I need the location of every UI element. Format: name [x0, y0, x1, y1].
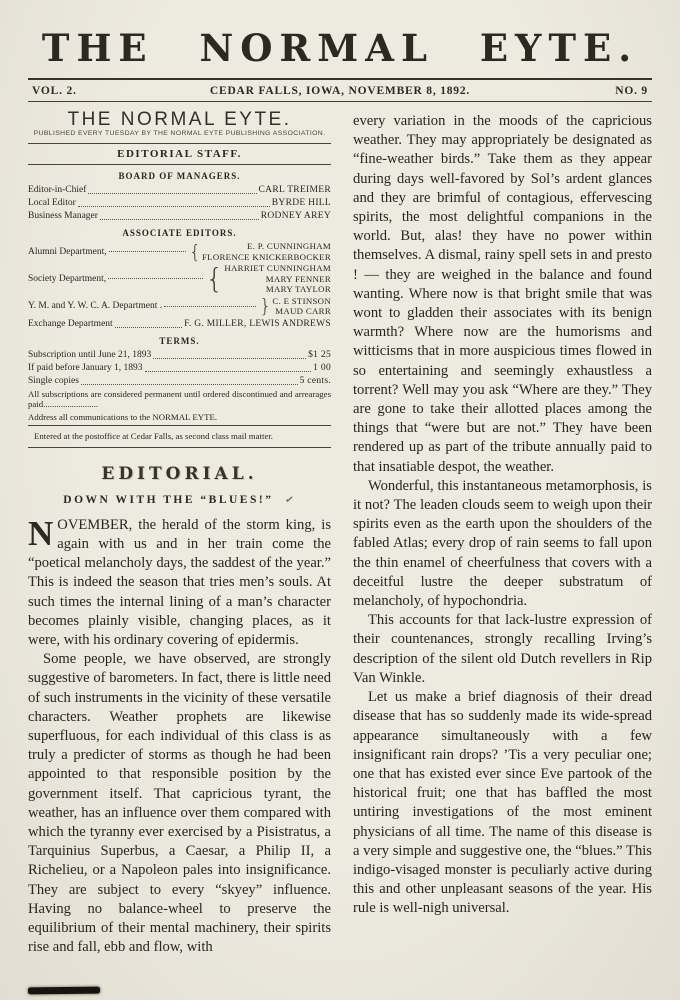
divider — [28, 447, 331, 448]
dot-leader — [100, 219, 259, 220]
terms-entry — [28, 349, 331, 361]
dot-leader — [153, 358, 306, 359]
dateline-text: CEDAR FALLS, IOWA, NOVEMBER 8, 1892. — [209, 85, 471, 97]
dot-leader — [145, 371, 312, 372]
staff-name: HARRIET CUNNINGHAM — [224, 263, 331, 273]
staff-role: Editor-in-Chief — [28, 185, 87, 195]
terms-note: All subscriptions are considered permanent until ordered discontinued and arrearages paid......................... — [28, 388, 331, 410]
editorial-section-heading: EDITORIAL. — [101, 463, 258, 484]
staff-name: MARY FENNER — [265, 273, 331, 284]
terms-label: If paid before January 1, 1893 — [28, 362, 143, 373]
staff-role: Alumni Department, — [28, 246, 107, 257]
pen-mark: ✓ — [284, 493, 297, 507]
left-column — [28, 109, 331, 957]
entered-note: Entered at the postoffice at Cedar Falls, as second class mail matter. — [34, 430, 273, 441]
staff-name: BYRDE HILL — [271, 198, 331, 208]
published-line: PUBLISHED EVERY TUESDAY BY THE NORMAL EYTE PUBLISHING ASSOCIATION. — [33, 130, 326, 137]
dot-leader — [78, 206, 270, 207]
issue-number: NO. 9 — [615, 85, 648, 97]
terms-value: $1 25 — [308, 349, 331, 360]
staff-role: Society Department, — [28, 273, 107, 284]
right-column — [353, 112, 652, 957]
dot-leader — [81, 384, 298, 385]
editorial-staff-heading: EDITORIAL STAFF. — [117, 148, 242, 160]
staff-box — [28, 109, 331, 448]
board-heading: BOARD OF MANAGERS. — [118, 171, 241, 181]
staff-name: E. P. CUNNINGHAM — [247, 241, 331, 251]
brace-glyph: } — [259, 295, 272, 317]
terms-value: 1 00 — [313, 362, 331, 373]
drop-cap: N — [28, 513, 54, 553]
article-paragraph: Let us make a brief diagnosis of their dread disease that has so suddenly made its wide-spread appearance simultaneously with a few insignificant rain drops? ’Tis a very peculiar one; one that has existed ever since Eve partook of the historical fruit; one that has baffled the most untiring investigations of the most eminent physicians of all time. The name of this disease is a very simple and suggestive one, the “blues.” This indigo-visaged monster is peculiarly active during this and other unpleasant seasons of the year. His rule is well-nigh universal. — [353, 689, 652, 917]
staff-name: C. E STINSON — [272, 295, 331, 306]
staff-name: RODNEY AREY — [260, 211, 331, 221]
staff-entry — [28, 210, 331, 222]
volume-label: VOL. 2. — [32, 85, 77, 97]
staff-entry — [28, 241, 331, 262]
dot-leader — [108, 278, 202, 279]
article-title-text: DOWN WITH THE “BLUES!” — [63, 493, 274, 506]
terms-value: 5 cents. — [299, 375, 331, 386]
terms-entry — [28, 375, 331, 387]
staff-entry — [28, 318, 331, 330]
terms-label: Subscription until June 21, 1893 — [28, 349, 152, 360]
paragraph-text: OVEMBER, the herald of the storm king, is again with us and in her train come the “poetical melancholy days, the saddest of the year.” This is indeed the season that tries men’s souls. At such times the internal lining of a man’s character becomes plainly visible, changing places, as it were, with his ordinary covering of epidermis. — [28, 516, 331, 648]
staff-name: FLORENCE KNICKERBOCKER — [201, 251, 331, 262]
brace-glyph: { — [188, 240, 201, 263]
staff-entry — [28, 263, 331, 295]
divider — [28, 164, 331, 165]
staff-role: Y. M. and Y. W. C. A. Department . — [28, 301, 163, 311]
staff-role: Exchange Department — [28, 318, 113, 329]
masthead — [0, 0, 680, 102]
dot-leader — [164, 306, 256, 307]
staff-name: MARY TAYLOR — [265, 284, 331, 294]
terms-entry — [28, 362, 331, 374]
staff-role: Local Editor — [28, 198, 76, 208]
article-paragraph: every variation in the moods of the capricious weather. They may appropriately be designated as “fine-weather birds.” Take them as they appear during days well-favored by Sol’s ardent glances and they are brimful of contagious, effervescing spirits, the most delightful companions in the world. But, alas! they have no power within themselves. A dismal, rainy spell sets in and presto ! — they are weighed in the balance and found wanting. Where now is that bright smile that was wont to gladden their associates with its benign warmth? Where now are the humorisms and witticisms that in more auspicious times flowed in so entertaining and seemingly exhaustless a torrent? Well may you ask “Where are they.” They are gone to take their allotted places among the things that “were but are not.” They have been rendered up as part of the tribute annually paid to that insatiable despot, the weather. — [353, 113, 652, 475]
page-columns — [0, 102, 680, 957]
divider — [28, 425, 331, 426]
staff-entry — [28, 184, 331, 196]
article-paragraph — [28, 513, 331, 650]
staff-names — [202, 241, 331, 262]
dateline — [28, 80, 652, 101]
staff-entry — [28, 197, 331, 209]
article-paragraph: This accounts for that lack-lustre expression of their countenances, strongly recalling Irving’s description of the silent old Dutch revellers in Rip Van Winkle. — [353, 612, 652, 686]
staff-name: F. G. MILLER, LEWIS ANDREWS — [184, 318, 331, 329]
dot-leader — [109, 251, 186, 252]
dot-leader — [115, 327, 182, 328]
divider — [28, 143, 331, 144]
dot-leader — [88, 193, 256, 194]
article-title — [28, 494, 331, 506]
staff-entry — [28, 296, 331, 317]
terms-heading: TERMS. — [159, 335, 200, 346]
staff-role: Business Manager — [28, 211, 98, 221]
newspaper-title: THE NORMAL EYTE. — [41, 26, 639, 70]
address-note: Address all communications to the NORMAL EYTE. — [28, 412, 218, 423]
ink-smudge — [28, 987, 100, 995]
staff-name: CARL TREIMER — [258, 185, 331, 195]
staff-names — [224, 263, 331, 295]
staff-name: MAUD CARR — [275, 306, 331, 316]
staff-names — [272, 296, 331, 317]
terms-label: Single copies — [28, 375, 79, 386]
article-paragraph: Some people, we have observed, are strongly suggestive of barometers. In fact, there is little need of such instruments in the vicinity of these versatile characters. Weather prophets are likewise superfluous, for each individual of this class is as truly a predicter of storms as though he had been appointed to that responsible position by the government itself. That capricious tyrant, the weather, has an influence over them compared with which the tyranny ever exercised by a Pisistratus, a Tarquinius Superbus, a Caesar, a Philip II, a Richelieu, or a Napoleon pales into insignificance. They are subject to every “skyey” influence. Having no balance-wheel to preserve the equilibrium of their mental machinery, their spirits rise and fall, ebb and flow, with — [28, 651, 331, 956]
staff-paper-title: THE NORMAL EYTE. — [67, 109, 292, 130]
article-paragraph: Wonderful, this instantaneous metamorphosis, is it not? The leaden clouds seem to weigh upon their spirits even as the earth upon the shoulders of the fabled Atlas; every drop of rain seems to fall upon the thin enamel of cheerfulness that covers with a deceitful lustre the deeper substratum of melancholy, of hypochondria. — [353, 477, 652, 610]
associate-editors-heading: ASSOCIATE EDITORS. — [122, 228, 237, 238]
brace-glyph: { — [205, 261, 224, 295]
